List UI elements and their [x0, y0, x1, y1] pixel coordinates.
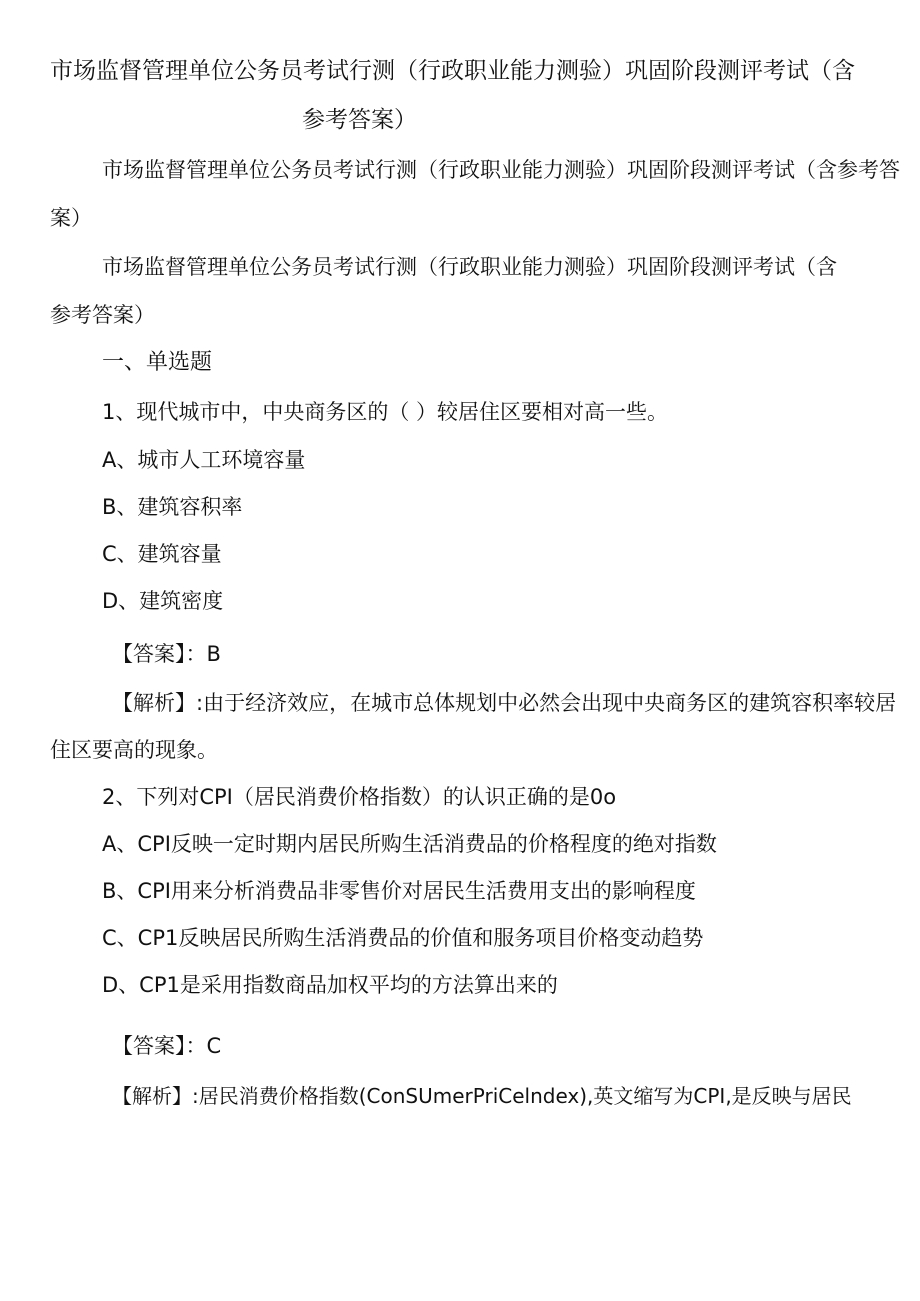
- document-title-line-1: 市场监督管理单位公务员考试行测（行政职业能力测验）巩固阶段测评考试（含: [50, 58, 855, 84]
- question-2-option-c: C、CP1反映居民所购生活消费品的价值和服务项目价格变动趋势: [102, 926, 704, 950]
- question-1-analysis-line-2: 住区要高的现象。: [50, 738, 218, 762]
- repeat-title-2-line-2: 参考答案）: [50, 303, 155, 327]
- question-2-analysis-line-1: 【解析】:居民消费价格指数(ConSUmerPriCelndex),英文缩写为CPI,是反映与居民: [112, 1084, 852, 1108]
- repeat-title-1-line-1: 市场监督管理单位公务员考试行测（行政职业能力测验）巩固阶段测评考试（含参考答: [102, 158, 900, 182]
- question-1-stem: 1、现代城市中，中央商务区的（ ）较居住区要相对高一些。: [102, 400, 669, 424]
- question-1-option-d: D、建筑密度: [102, 589, 224, 613]
- question-2-answer: 【答案】：C: [112, 1034, 222, 1058]
- question-1-option-c: C、建筑容量: [102, 542, 222, 566]
- question-2-stem: 2、下列对CPI（居民消费价格指数）的认识正确的是0o: [102, 785, 617, 809]
- question-2-option-b: B、CPI用来分析消费品非零售价对居民生活费用支出的影响程度: [102, 879, 696, 903]
- section-heading: 一、单选题: [102, 350, 213, 375]
- repeat-title-1-line-2: 案）: [50, 206, 92, 230]
- question-2-option-a: A、CPI反映一定时期内居民所购生活消费品的价格程度的绝对指数: [102, 832, 717, 856]
- document-title-line-2: 参考答案）: [302, 107, 417, 133]
- question-1-option-a: A、城市人工环境容量: [102, 448, 306, 472]
- question-1-answer: 【答案】：B: [112, 642, 221, 666]
- question-1-option-b: B、建筑容积率: [102, 495, 243, 519]
- repeat-title-2-line-1: 市场监督管理单位公务员考试行测（行政职业能力测验）巩固阶段测评考试（含: [102, 255, 837, 279]
- question-1-analysis-line-1: 【解析】:由于经济效应，在城市总体规划中必然会出现中央商务区的建筑容积率较居: [112, 691, 897, 715]
- question-2-option-d: D、CP1是采用指数商品加权平均的方法算出来的: [102, 973, 558, 997]
